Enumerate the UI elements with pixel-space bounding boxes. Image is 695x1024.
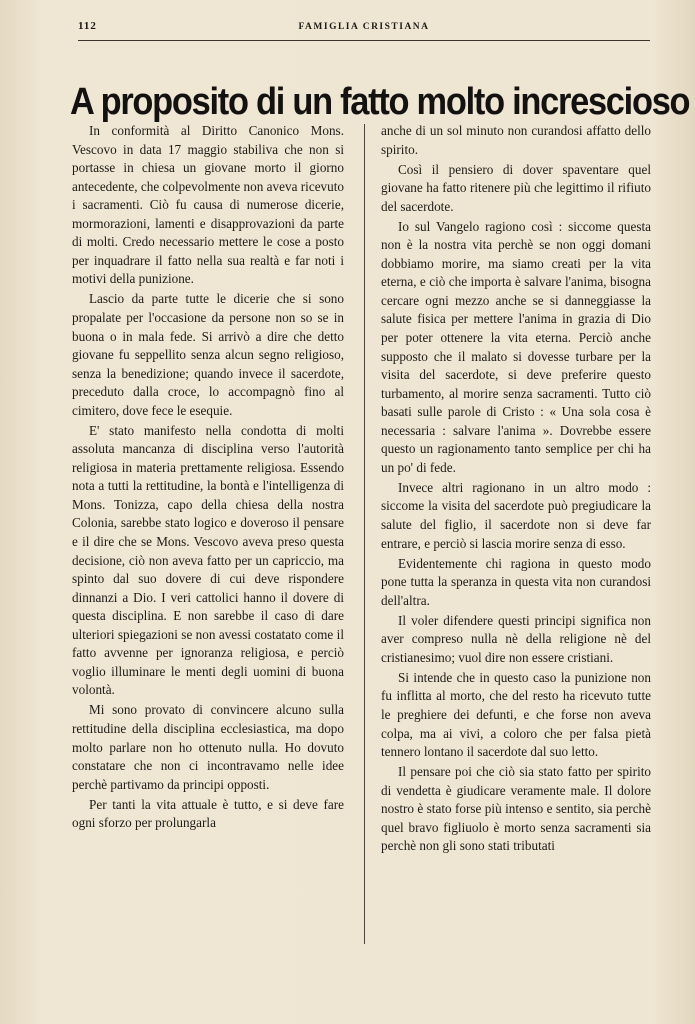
- header-rule: [78, 40, 650, 41]
- paragraph: In conformità al Diritto Canonico Mons. Vescovo in data 17 maggio stabiliva che non si portasse in chiesa un giovane morto il giorno antecedente, che colpevolmente non aveva ricevuto i sacramenti. Ciò fu causa di numerose dicerie, mormorazioni, lamenti e disapprovazioni da parte di molti. Credo necessario mettere le cose a posto per inquadrare il fatto nella sua realtà e far noti i motivi della punizione.: [72, 123, 344, 287]
- paragraph: Invece altri ragionano in un altro modo : siccome la visita del sacerdote può pregiudicare la salute del figlio, il sacerdote non si deve far entrare, e perciò si lascia morire senza di esso.: [381, 479, 651, 551]
- column-divider: [364, 124, 365, 944]
- paragraph: Io sul Vangelo ragiono così : siccome questa non è la nostra vita perchè se non oggi domani dobbiamo morire, ma siamo creati per la vita eterna, e ciò che importa è salvare l'anima, bisogna cercare ogni mezzo anche se si danneggiasse la salute fisica per mettere l'anima in grazia di Dio per poter ottenere la vita eterna. Perciò anche supposto che il malato si dovesse turbare per la visita del sacerdote, si deve preferire questo turbamento, al morire senza sacramenti. Tutto ciò basati sulle parole di Cristo : « Una sola cosa è necessaria : salvare l'anima ». Dovrebbe essere questo un ragionamento tanto semplice per chi ha un po' di fede.: [381, 218, 651, 475]
- right-column: [381, 122, 651, 856]
- paragraph: Così il pensiero di dover spaventare quel giovane ha fatto ritenere più che legittimo il rifiuto del sacerdote.: [381, 161, 651, 214]
- paragraph: Si intende che in questo caso la punizione non fu inflitta al morto, che del resto ha ricevuto tutte le preghiere dei defunti, e che forse non aveva colpa, ma ai vivi, a coloro che per falsa pietà tennero lontano il sacerdote dal suo letto.: [381, 669, 651, 760]
- paragraph: Il voler difendere questi principi significa non aver compreso nulla nè della religione nè del cristianesimo; vuol dire non essere cristiani.: [381, 612, 651, 665]
- page-number: 112: [78, 20, 97, 32]
- paragraph: Il pensare poi che ciò sia stato fatto per spirito di vendetta è giudicare veramente male. Il dolore nostro è stato forse più intenso e sentito, sia perchè quel bravo figliuolo è morto senza sacramenti sia perchè non gli sono stati tributati: [381, 764, 651, 854]
- paragraph: Per tanti la vita attuale è tutto, e si deve fare ogni sforzo per prolungarla: [72, 796, 344, 831]
- paragraph: anche di un sol minuto non curandosi affatto dello spirito.: [381, 123, 651, 157]
- left-column: [72, 122, 344, 833]
- running-header: [78, 20, 650, 38]
- paragraph: Lascio da parte tutte le dicerie che si sono propalate per l'occasione da persone non so se in buona o in mala fede. Si arrivò a dire che detto giovane fu seppellito senza alcun segno religioso, senza la benedizione; quando invece il sacerdote, preceduto dalla croce, lo accompagnò fino al cimitero, dove fece le esequie.: [72, 291, 344, 418]
- paragraph: E' stato manifesto nella condotta di molti assoluta mancanza di disciplina verso l'autorità religiosa in materia prettamente religiosa. Essendo nota a tutti la rettitudine, la bontà e l'intelligenza di Mons. Tonizza, capo della chiesa della nostra Colonia, sarebbe stato logico e doveroso il pensare e il dire che se Mons. Vescovo aveva preso questa decisione, ciò non aveva fatto per un capriccio, ma spinto dal suo dovere di cui deve rispondere dinnanzi a Dio. I veri cattolici hanno il dovere di questa disciplina. E non sarebbe il caso di dare ulteriori spiegazioni se non avessi costatato come il fatto avvenne per ignoranza religiosa, e perciò voglio illuminare le menti degli uomini di buona volontà.: [72, 422, 344, 698]
- paragraph: Mi sono provato di convincere alcuno sulla rettitudine della disciplina ecclesiastica, ma dopo molto parlare non ho ottenuto nulla. Ho dovuto constatare che non ci incontravamo nelle idee perchè partivamo da principi opposti.: [72, 702, 344, 792]
- article-title: A proposito di un fatto molto increscioso: [70, 81, 690, 124]
- paragraph: Evidentemente chi ragiona in questo modo pone tutta la speranza in questa vita non curandosi dell'altra.: [381, 555, 651, 608]
- publication-name: FAMIGLIA CRISTIANA: [298, 22, 430, 32]
